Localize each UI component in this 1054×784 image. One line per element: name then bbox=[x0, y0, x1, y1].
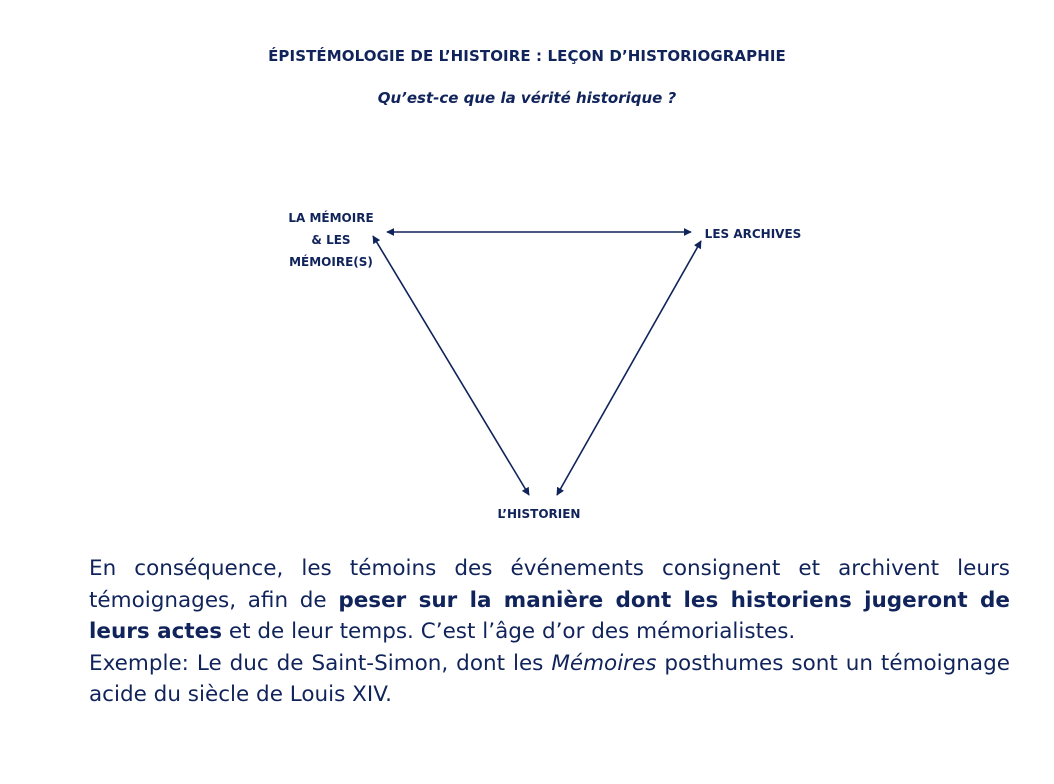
node-memory bbox=[268, 207, 394, 273]
node-memory-line2: & LES bbox=[311, 233, 351, 247]
para2-text-after: posthumes sont un témoignage acide du siècle de Louis XIV. bbox=[89, 650, 1010, 707]
para2-text-before: Exemple: Le duc de Saint-Simon, dont les bbox=[89, 650, 552, 676]
para1-bold-phrase: peser sur la manière dont les historiens jugeront de leurs actes bbox=[89, 587, 1010, 644]
arrow-archives-historian bbox=[557, 241, 701, 495]
node-historian: L’HISTORIEN bbox=[497, 507, 581, 521]
para2-italic-title: Mémoires bbox=[551, 650, 657, 676]
arrow-memory-historian bbox=[373, 236, 529, 495]
paragraph-consequence bbox=[89, 553, 1010, 648]
node-archives: LES ARCHIVES bbox=[704, 227, 802, 241]
para1-text-after: et de leur temps. C’est l’âge d’or des mémorialistes. bbox=[222, 619, 796, 644]
node-memory-line1: LA MÉMOIRE bbox=[288, 211, 374, 225]
node-memory-line3: MÉMOIRE(S) bbox=[289, 255, 373, 269]
paragraph-example bbox=[89, 648, 1010, 711]
page-subtitle: Qu’est-ce que la vérité historique ? bbox=[377, 89, 677, 107]
para1-text-before: En conséquence, les témoins des événements consignent et archivent leurs témoignages, afin de bbox=[89, 556, 1010, 613]
body-text bbox=[89, 553, 1010, 711]
page-title: ÉPISTÉMOLOGIE DE L’HISTOIRE : LEÇON D’HISTORIOGRAPHIE bbox=[268, 47, 786, 65]
